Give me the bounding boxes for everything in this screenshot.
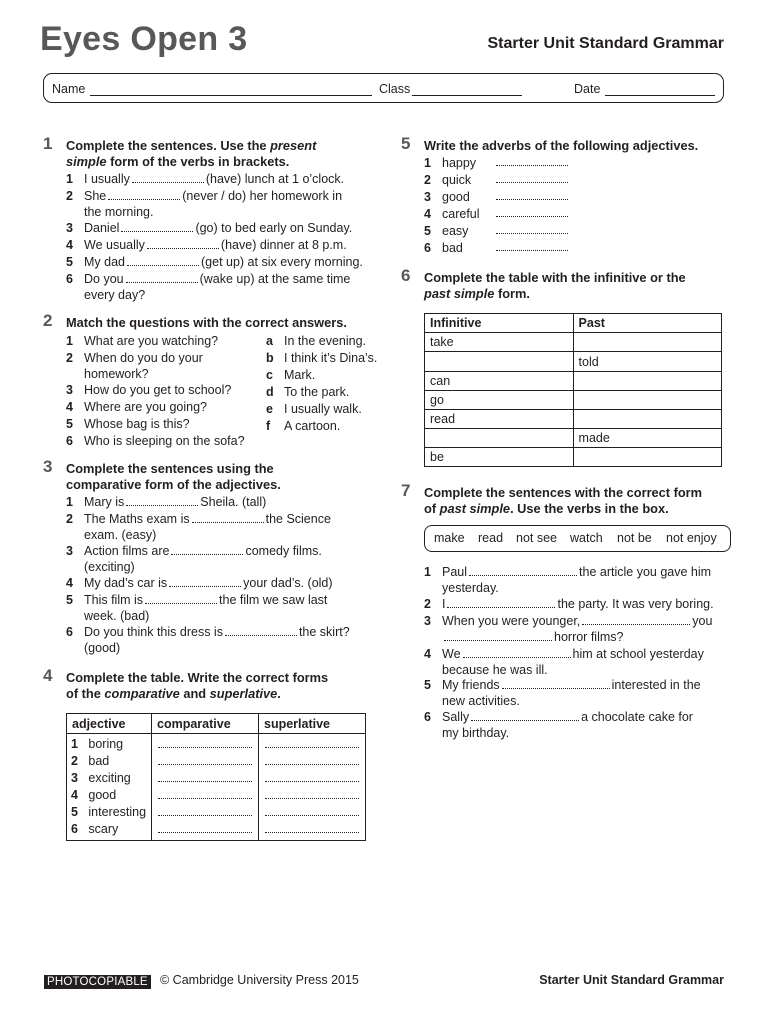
answer-blank[interactable] <box>463 647 571 658</box>
copyright: © Cambridge University Press 2015 <box>160 973 359 987</box>
q6-past-cell: told <box>573 352 721 372</box>
table-row <box>425 372 722 391</box>
q6-past-cell[interactable] <box>573 333 721 352</box>
q4-title: Complete the table. Write the correct forms of the comparative and superlative. <box>66 670 329 701</box>
student-info-box <box>43 73 724 103</box>
table-row <box>425 448 722 467</box>
q4-number: 4 <box>43 666 53 685</box>
q2-number: 2 <box>43 311 53 330</box>
answer-blank[interactable] <box>496 240 568 251</box>
answer-blank[interactable] <box>496 223 568 234</box>
name-field[interactable] <box>90 95 372 96</box>
answer-blank[interactable] <box>147 238 219 249</box>
answer-blank[interactable] <box>171 544 243 555</box>
q5-title: Write the adverbs of the following adjectives. <box>424 138 699 153</box>
q6-infinitive-cell[interactable] <box>425 352 574 372</box>
answer-blank[interactable] <box>158 788 252 799</box>
answer-blank[interactable] <box>158 805 252 816</box>
answer-blank[interactable] <box>158 822 252 833</box>
q6-past-cell[interactable] <box>573 372 721 391</box>
footer-unit-title: Starter Unit Standard Grammar <box>539 973 724 987</box>
answer-blank[interactable] <box>502 678 610 689</box>
q4-rows <box>67 734 366 841</box>
answer-blank[interactable] <box>158 754 252 765</box>
q7-title: Complete the sentences with the correct form of past simple. Use the verbs in the box. <box>424 485 703 516</box>
q4-header-comparative: comparative <box>152 714 259 734</box>
q6-past-cell: made <box>573 429 721 448</box>
answer-blank[interactable] <box>265 788 359 799</box>
answer-blank[interactable] <box>496 206 568 217</box>
answer-blank[interactable] <box>444 630 552 641</box>
q6-past-cell[interactable] <box>573 391 721 410</box>
answer-blank[interactable] <box>496 189 568 200</box>
q2-title: Match the questions with the correct answers. <box>66 315 347 330</box>
verb-option: watch <box>570 531 603 545</box>
table-row <box>425 410 722 429</box>
unit-title: Starter Unit Standard Grammar <box>487 35 724 52</box>
q4-header-superlative: superlative <box>259 714 366 734</box>
answer-blank[interactable] <box>265 822 359 833</box>
answer-blank[interactable] <box>132 172 204 183</box>
verb-option: not see <box>516 531 558 545</box>
q4-row: 2 bad <box>71 754 110 768</box>
q6-infinitive-cell: go <box>425 391 574 410</box>
answer-blank[interactable] <box>145 593 217 604</box>
q4-row: 1 boring <box>71 737 124 751</box>
q5-number: 5 <box>401 134 411 153</box>
q4-row: 6 scary <box>71 822 119 836</box>
book-title: Eyes Open 3 <box>40 20 248 58</box>
name-label: Name <box>52 82 86 96</box>
q6-infinitive-cell[interactable] <box>425 429 574 448</box>
q3-number: 3 <box>43 457 53 476</box>
answer-blank[interactable] <box>108 189 180 200</box>
q6-infinitive-cell: can <box>425 372 574 391</box>
verb-option: read <box>478 531 504 545</box>
q6-number: 6 <box>401 266 411 285</box>
answer-blank[interactable] <box>496 172 568 183</box>
answer-blank[interactable] <box>265 771 359 782</box>
answer-blank[interactable] <box>158 737 252 748</box>
q6-infinitive-cell: be <box>425 448 574 467</box>
q6-infinitive-cell: take <box>425 333 574 352</box>
answer-blank[interactable] <box>447 597 555 608</box>
table-row <box>425 352 722 372</box>
answer-blank[interactable] <box>265 805 359 816</box>
class-field[interactable] <box>412 95 522 96</box>
answer-blank[interactable] <box>126 272 198 283</box>
q4-row: 4 good <box>71 788 117 802</box>
verb-box <box>424 525 731 552</box>
answer-blank[interactable] <box>169 576 241 587</box>
answer-blank[interactable] <box>192 512 264 523</box>
verb-option: not be <box>617 531 652 545</box>
answer-blank[interactable] <box>471 710 579 721</box>
photocopiable-badge: PHOTOCOPIABLE <box>44 975 151 989</box>
q6-past-cell[interactable] <box>573 448 721 467</box>
q4-row: 5 interesting <box>71 805 147 819</box>
q6-header-infinitive: Infinitive <box>425 314 574 333</box>
date-field[interactable] <box>605 95 715 96</box>
answer-blank[interactable] <box>265 737 359 748</box>
answer-blank[interactable] <box>582 614 690 625</box>
class-label: Class <box>379 82 411 96</box>
q1-title: Complete the sentences. Use the present simple form of the verbs in brackets. <box>66 138 317 169</box>
q4-adjective-cell <box>67 734 152 841</box>
answer-blank[interactable] <box>225 625 297 636</box>
q6-table <box>424 313 722 467</box>
table-row <box>425 429 722 448</box>
q4-superlative-cell <box>259 734 366 841</box>
answer-blank[interactable] <box>469 565 577 576</box>
table-row <box>425 333 722 352</box>
q6-infinitive-cell: read <box>425 410 574 429</box>
answer-blank[interactable] <box>265 754 359 765</box>
verb-option: not enjoy <box>666 531 717 545</box>
q1-number: 1 <box>43 134 53 153</box>
q6-header-past: Past <box>573 314 721 333</box>
date-label: Date <box>574 82 601 96</box>
q4-header-adjective: adjective <box>67 714 152 734</box>
verb-option: make <box>434 531 465 545</box>
answer-blank[interactable] <box>127 255 199 266</box>
answer-blank[interactable] <box>158 771 252 782</box>
table-row <box>425 391 722 410</box>
answer-blank[interactable] <box>121 221 193 232</box>
q3-title: Complete the sentences using the comparative form of the adjectives. <box>66 461 281 492</box>
q4-row: 3 exciting <box>71 771 131 785</box>
q4-table <box>66 713 366 841</box>
q7-number: 7 <box>401 481 411 500</box>
q6-title: Complete the table with the infinitive or the past simple form. <box>424 270 686 301</box>
q6-past-cell[interactable] <box>573 410 721 429</box>
q4-comparative-cell <box>152 734 259 841</box>
answer-blank[interactable] <box>496 155 568 166</box>
answer-blank[interactable] <box>126 495 198 506</box>
